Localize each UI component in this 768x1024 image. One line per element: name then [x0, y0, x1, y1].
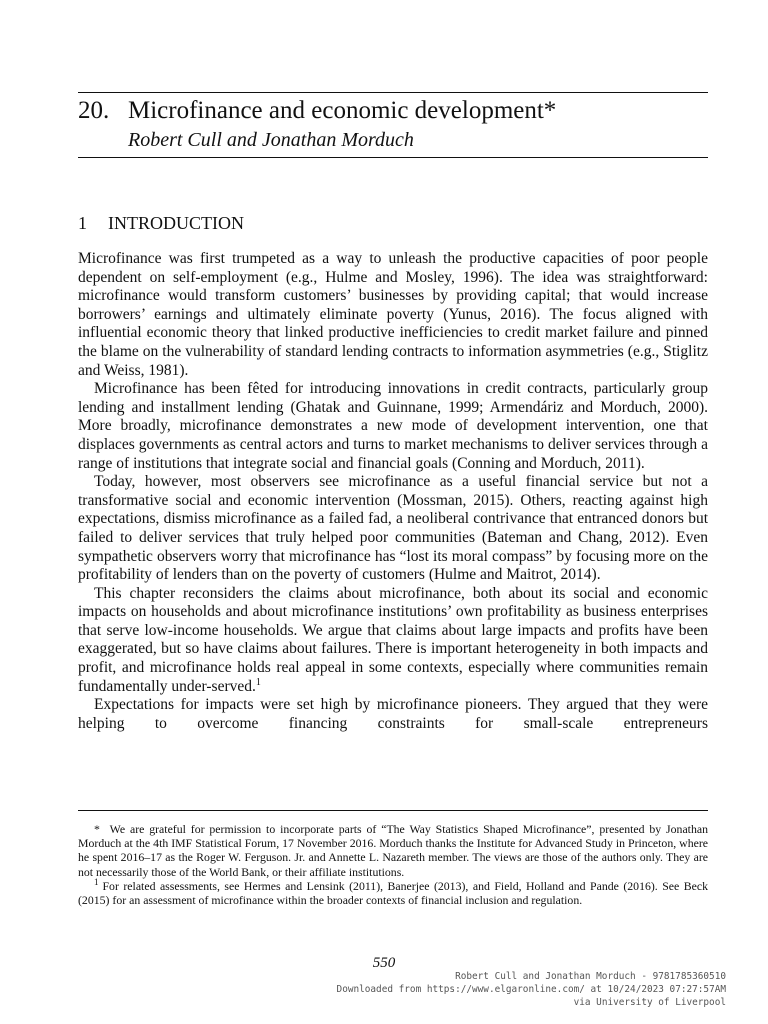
- footnote: [78, 822, 708, 879]
- footnote-text: We are grateful for permission to incorporate parts of “The Way Statistics Shaped Microfinance”, presented by Jonathan Morduch at the 4th IMF Statistical Forum, 17 November 2016. Morduch thanks the Institute for Advanced Study in Princeton, where he spent 2016–17 as the Roger W. Ferguson. Jr. and Annette L. Nazareth member. The views are those of the authors only. They are not necessarily those of the World Bank, or their affiliate institutions.: [78, 822, 708, 879]
- paragraph: Today, however, most observers see microfinance as a useful financial service but not a transformative social and economic intervention (Mossman, 2015). Others, reacting against high expectations, dismiss microfinance as a failed fad, a neoliberal contrivance that entranced donors but failed to deliver services that truly helped poor communities (Bateman and Chang, 2012). Even sympathetic observers worry that microfinance has “lost its moral compass” by focusing more on the profitability of lenders than on the poverty of customers (Hulme and Maitrot, 2014).: [78, 473, 708, 584]
- chapter-number: 20.: [78, 97, 110, 124]
- page-number: 550: [372, 955, 396, 971]
- download-notice-line: Robert Cull and Jonathan Morduch - 9781785360510: [455, 971, 726, 982]
- chapter-authors: Robert Cull and Jonathan Morduch: [128, 129, 414, 151]
- paragraph-text: This chapter reconsiders the claims about microfinance, both about its social and economic impacts on households and about microfinance institutions’ own profitability as business enterprises that serve low-income households. We argue that claims about large impacts and profits have been exaggerated, but so have claims about failures. There is important heterogeneity in both impacts and profit, and microfinance holds real appeal in some contexts, especially where communities remain fundamentally under-served.: [78, 584, 708, 695]
- section-number: 1: [78, 213, 87, 233]
- chapter-heading: [78, 96, 556, 126]
- footnote-marker: 1: [94, 876, 99, 887]
- chapter-title: Microfinance and economic development*: [128, 97, 557, 124]
- paragraph: Microfinance has been fêted for introducing innovations in credit contracts, particularly group lending and installment lending (Ghatak and Guinnane, 1999; Armendáriz and Morduch, 2000). More broadly, microfinance demonstrates a new mode of development intervention, one that displaces governments as central actors and turns to market mechanisms to deliver services through a range of institutions that integrate social and financial goals (Conning and Morduch, 2011).: [78, 380, 708, 472]
- footnote: [78, 876, 708, 908]
- footnote-marker: *: [94, 822, 100, 836]
- paragraph: Microfinance was first trumpeted as a way to unleash the productive capacities of poor people dependent on self-employment (e.g., Hulme and Mosley, 1996). The idea was straightforward: microfinance would transform customers’ businesses by providing capital; that would increase borrowers’ earnings and ultimately eliminate poverty (Yunus, 2016). The focus aligned with influential economic theory that linked productive inefficiencies to credit market failure and pinned the blame on the vulnerability of standard lending contracts to information asymmetries (e.g., Stiglitz and Weiss, 1981).: [78, 250, 708, 379]
- top-rule: [78, 92, 708, 93]
- title-bottom-rule: [78, 157, 708, 158]
- download-notice: [337, 970, 726, 1009]
- footnote-text: For related assessments, see Hermes and Lensink (2011), Banerjee (2013), and Field, Holland and Pande (2016). See Beck (2015) for an assessment of microfinance within the broader contexts of financial inclusion and regulation.: [78, 878, 708, 908]
- paragraph: Expectations for impacts were set high by microfinance pioneers. They argued that they were helping to overcome financing constraints for small-scale entrepreneurs: [78, 696, 708, 732]
- download-notice-line: Downloaded from https://www.elgaronline.com/ at 10/24/2023 07:27:57AM: [336, 984, 726, 995]
- body-text: [78, 250, 708, 733]
- download-notice-line: via University of Liverpool: [573, 997, 726, 1008]
- section-title: INTRODUCTION: [108, 213, 244, 233]
- footnote-reference[interactable]: 1: [255, 676, 261, 688]
- footnotes: [78, 822, 708, 907]
- section-heading: [78, 212, 244, 234]
- footnote-rule: [78, 810, 708, 811]
- paragraph: [78, 585, 708, 697]
